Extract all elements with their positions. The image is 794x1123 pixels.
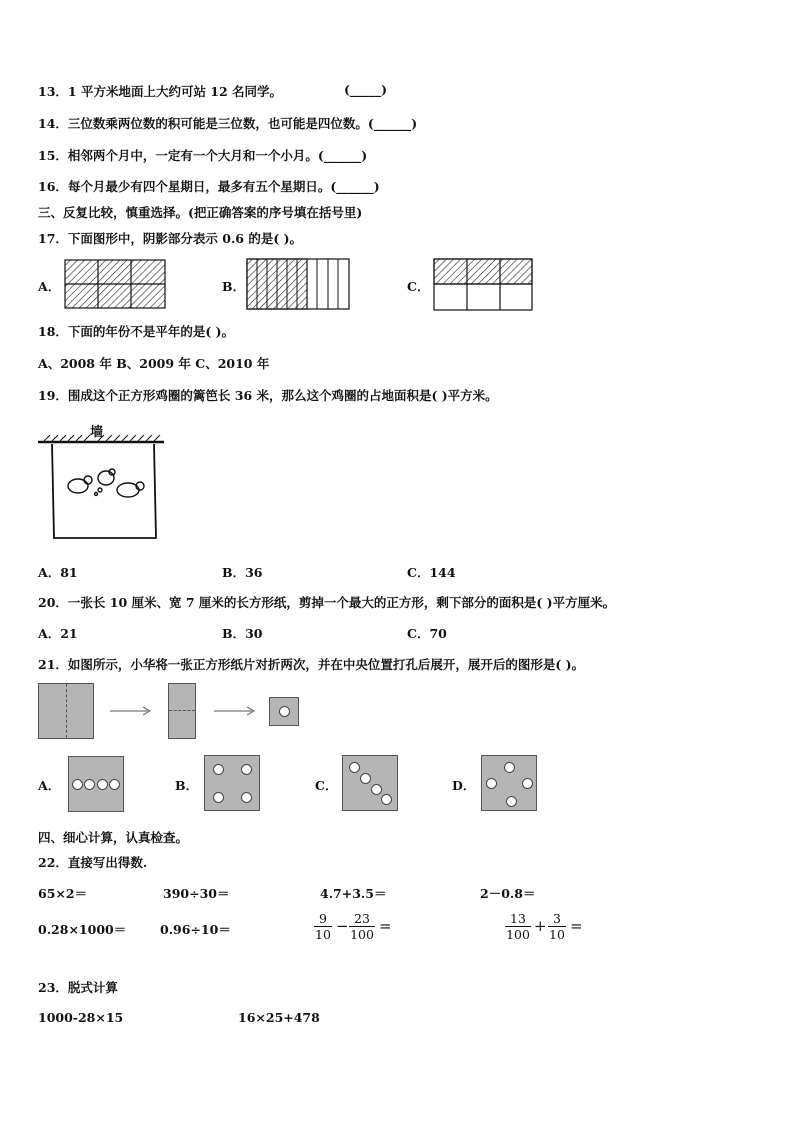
q17-figure-a[interactable] xyxy=(64,259,168,311)
q21-option-b-figure[interactable] xyxy=(204,755,260,811)
q22-item[interactable]: 390÷30＝ xyxy=(163,886,230,901)
q21-text: 21．如图所示，小华将一张正方形纸片对折两次，并在中央位置打孔后展开，展开后的图形是( )。 xyxy=(38,657,585,672)
q21-option-d-label[interactable]: D． xyxy=(452,778,476,793)
q17-option-b-label[interactable]: B． xyxy=(222,279,246,294)
q21-option-b-label[interactable]: B． xyxy=(175,778,199,793)
q22-item[interactable]: 0.96÷10＝ xyxy=(160,922,231,937)
q20-option-a[interactable]: A．21 xyxy=(38,626,78,641)
q22-equals[interactable]: = xyxy=(379,917,392,935)
q19-wall-label: 墙 xyxy=(90,425,104,440)
q21-arrow-icon xyxy=(110,705,152,717)
q23-item[interactable]: 1000-28×15 xyxy=(38,1010,124,1025)
q21-step-half xyxy=(168,683,196,739)
q21-arrow-icon xyxy=(214,705,256,717)
q13-answer-blank[interactable]: (_____) xyxy=(344,82,388,97)
q18-options[interactable]: A、2008 年 B、2009 年 C、2010 年 xyxy=(38,356,270,371)
q20-text: 20．一张长 10 厘米、宽 7 厘米的长方形纸，剪掉一个最大的正方形，剩下部分的面积是( )平方厘米。 xyxy=(38,595,616,610)
q16-text: 16．每个月最少有四个星期日，最多有五个星期日。(______) xyxy=(38,179,380,194)
q19-text: 19．围成这个正方形鸡圈的篱笆长 36 米，那么这个鸡圈的占地面积是( )平方米。 xyxy=(38,388,498,403)
q22-item[interactable]: 0.28×1000＝ xyxy=(38,922,127,937)
q15-text: 15．相邻两个月中，一定有一个大月和一个小月。(______) xyxy=(38,148,368,163)
q21-option-a-figure[interactable] xyxy=(68,756,124,812)
q17-option-a-label[interactable]: A． xyxy=(38,279,61,294)
q23-text: 23．脱式计算 xyxy=(38,980,118,995)
q21-step-square xyxy=(38,683,94,739)
q19-option-b[interactable]: B．36 xyxy=(222,565,263,580)
q19-option-c[interactable]: C．144 xyxy=(407,565,456,580)
q14-text: 14．三位数乘两位数的积可能是三位数，也可能是四位数。(______) xyxy=(38,116,418,131)
section-3-heading: 三、反复比较，慎重选择。(把正确答案的序号填在括号里) xyxy=(38,205,363,220)
q21-step-quarter xyxy=(269,697,299,726)
q22-item[interactable]: 2－0.8＝ xyxy=(480,886,536,901)
section-4-heading: 四、细心计算，认真检查。 xyxy=(38,830,189,845)
q19-option-a[interactable]: A．81 xyxy=(38,565,78,580)
q22-item[interactable]: 65×2＝ xyxy=(38,886,88,901)
q21-option-a-label[interactable]: A． xyxy=(38,778,61,793)
q22-equals[interactable]: = xyxy=(570,917,583,935)
q20-option-b[interactable]: B．30 xyxy=(222,626,263,641)
q20-option-c[interactable]: C．70 xyxy=(407,626,447,641)
q13-text: 13．1 平方米地面上大约可站 12 名同学。 xyxy=(38,84,283,99)
q17-figure-c[interactable] xyxy=(433,258,535,312)
q22-fraction: 9 10 xyxy=(315,911,331,942)
q21-option-c-label[interactable]: C． xyxy=(315,778,338,793)
q22-item[interactable]: 4.7+3.5＝ xyxy=(320,886,387,901)
q21-option-c-figure[interactable] xyxy=(342,755,398,811)
q23-item[interactable]: 16×25+478 xyxy=(238,1010,320,1025)
q17-figure-b[interactable] xyxy=(246,258,352,312)
q18-text: 18．下面的年份不是平年的是( )。 xyxy=(38,324,235,339)
q22-operator: + xyxy=(534,917,547,935)
q22-text: 22．直接写出得数. xyxy=(38,855,148,870)
q21-option-d-figure[interactable] xyxy=(481,755,537,811)
q22-fraction: 13 100 xyxy=(506,911,530,942)
q17-text: 17．下面图形中，阴影部分表示 0.6 的是( )。 xyxy=(38,231,303,246)
q22-fraction: 3 10 xyxy=(549,911,565,942)
q17-option-c-label[interactable]: C． xyxy=(407,279,430,294)
q22-operator: − xyxy=(336,917,349,935)
q22-fraction: 23 100 xyxy=(350,911,374,942)
